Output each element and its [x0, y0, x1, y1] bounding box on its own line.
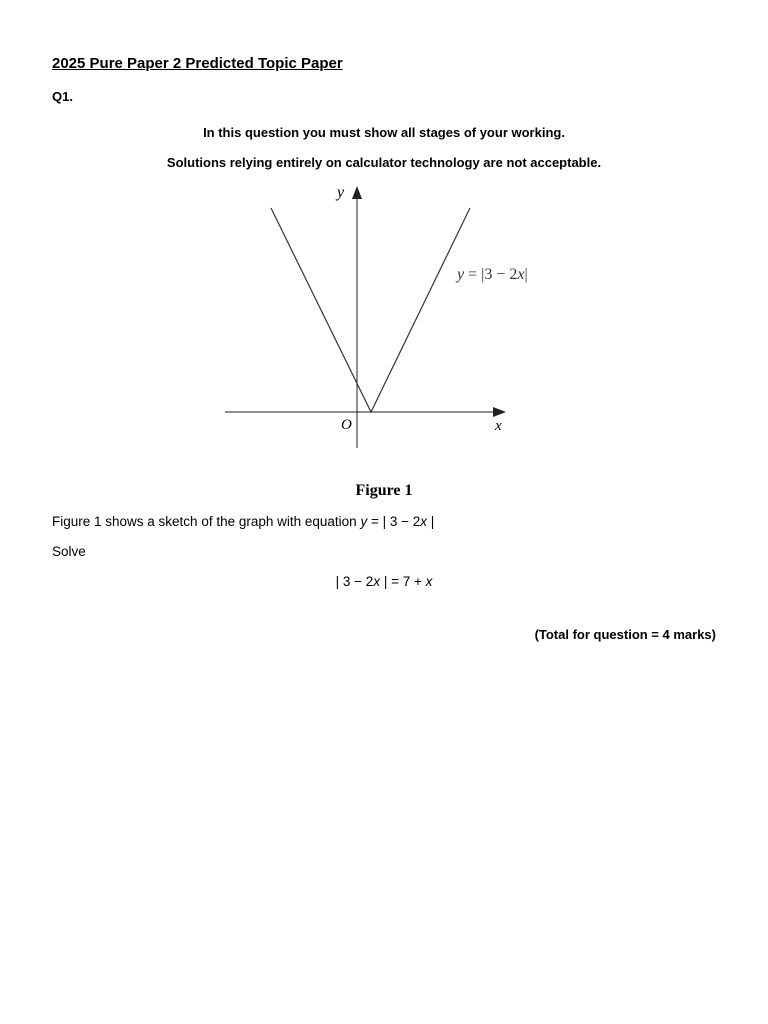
instruction-calculator: Solutions relying entirely on calculator technology are not acceptable.	[166, 155, 602, 170]
equation-part-1: | 3 − 2	[335, 574, 374, 589]
instruction-working: In this question you must show all stages of your working.	[203, 125, 565, 140]
page-title: 2025 Pure Paper 2 Predicted Topic Paper	[52, 55, 343, 72]
equation-to-solve	[0, 574, 768, 589]
figure-description	[52, 514, 434, 529]
y-axis-arrow	[352, 186, 362, 199]
curve-label	[455, 266, 528, 283]
curve-label-suffix: |	[524, 266, 528, 283]
total-marks: (Total for question = 4 marks)	[534, 627, 716, 642]
curve-label-body: = |3 − 2	[464, 266, 518, 283]
equation-x-1: x	[373, 574, 381, 589]
figure-caption: Figure 1	[355, 482, 413, 499]
curve-label-y: y	[457, 266, 465, 283]
description-prefix: Figure 1 shows a sketch of the graph with equation	[52, 514, 361, 529]
x-axis-label: x	[495, 418, 502, 434]
description-x: x	[420, 514, 427, 529]
equation-x-2: x	[425, 574, 433, 589]
graph-svg	[215, 180, 555, 510]
origin-label: O	[341, 417, 352, 433]
curve-abs-3-minus-2x	[271, 208, 470, 412]
solve-label: Solve	[52, 544, 86, 559]
question-number: Q1.	[52, 89, 73, 104]
description-mid: = | 3 − 2	[367, 514, 421, 529]
description-suffix: |	[426, 514, 435, 529]
figure-1-graph	[215, 180, 555, 510]
description-y: y	[360, 514, 368, 529]
curve-label-var: x	[517, 266, 525, 283]
x-axis-arrow	[493, 407, 506, 417]
y-axis-label: y	[337, 184, 345, 201]
equation-part-2: | = 7 +	[380, 574, 426, 589]
